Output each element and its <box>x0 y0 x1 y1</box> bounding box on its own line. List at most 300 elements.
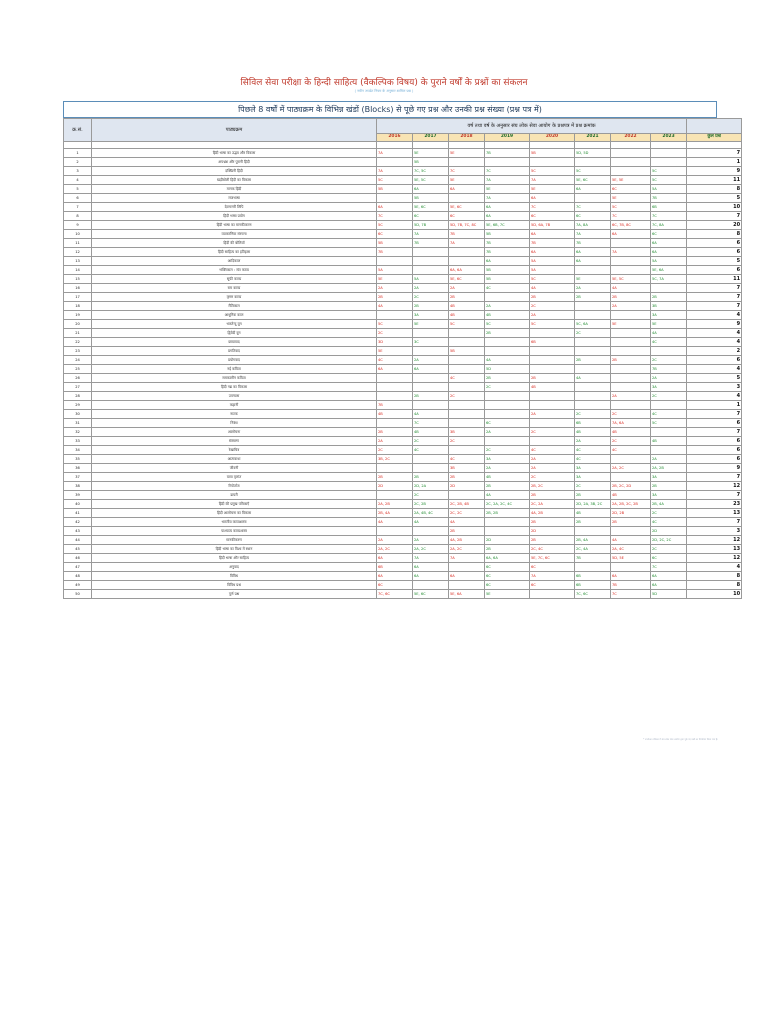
row-total: 6 <box>687 446 742 455</box>
empty-cell <box>651 142 687 149</box>
row-topic: भारतीय काव्यशास्त्र <box>92 518 377 527</box>
question-cell: 7C <box>651 212 687 221</box>
question-cell: 4B <box>485 311 530 320</box>
table-row <box>64 410 742 419</box>
question-cell: 7C, 8A <box>651 221 687 230</box>
year-header: 2017 <box>413 134 449 142</box>
question-cell <box>530 365 575 374</box>
question-cell: 2B <box>413 392 449 401</box>
row-number: 20 <box>64 320 92 329</box>
question-cell: 6C <box>485 563 530 572</box>
question-cell: 6A <box>530 248 575 257</box>
table-row <box>64 563 742 572</box>
question-cell <box>651 446 687 455</box>
row-topic: देवनागरी लिपि <box>92 203 377 212</box>
question-cell: 7C <box>413 419 449 428</box>
question-cell: 4B <box>611 428 651 437</box>
row-topic: भारतेन्दु युग <box>92 320 377 329</box>
table-row <box>64 185 742 194</box>
row-number: 29 <box>64 401 92 410</box>
row-total: 11 <box>687 275 742 284</box>
table-row <box>64 473 742 482</box>
question-cell <box>611 374 651 383</box>
question-cell: 6B <box>575 572 611 581</box>
year-header: 2020 <box>530 134 575 142</box>
question-cell: 5B <box>413 194 449 203</box>
question-cell: 2C <box>485 383 530 392</box>
row-topic: पाश्चात्य काव्यशास्त्र <box>92 527 377 536</box>
question-cell: 2C <box>530 473 575 482</box>
question-cell: 7C <box>611 212 651 221</box>
question-cell: 2C <box>575 329 611 338</box>
row-total: 7 <box>687 491 742 500</box>
question-cell: 2A <box>530 410 575 419</box>
question-cell: 2A <box>530 455 575 464</box>
question-cell <box>651 284 687 293</box>
question-cell: 2A <box>413 356 449 365</box>
question-cell <box>413 329 449 338</box>
question-cell <box>485 392 530 401</box>
question-cell: 6A <box>611 572 651 581</box>
row-topic: रिपोर्ताज <box>92 482 377 491</box>
empty-cell <box>64 142 92 149</box>
question-cell: 6C <box>651 554 687 563</box>
question-cell: 4C <box>611 446 651 455</box>
question-cell: 3A <box>485 455 530 464</box>
question-cell: 5D, 5D <box>575 149 611 158</box>
row-topic: नई कविता <box>92 365 377 374</box>
row-topic: विविध <box>92 572 377 581</box>
row-total: 6 <box>687 419 742 428</box>
row-topic: आधुनिक काल <box>92 311 377 320</box>
question-cell: 2C, 2A <box>530 500 575 509</box>
question-cell <box>611 239 651 248</box>
question-cell: 7C <box>651 563 687 572</box>
question-cell: 2C <box>651 392 687 401</box>
question-cell <box>575 194 611 203</box>
question-cell: 5B <box>413 158 449 167</box>
table-row <box>64 428 742 437</box>
table-row <box>64 527 742 536</box>
question-cell: 2B, 2C, 2D <box>611 482 651 491</box>
question-cell: 2C <box>413 491 449 500</box>
question-cell: 2B, 4A <box>651 500 687 509</box>
year-header: 2023 <box>651 134 687 142</box>
band-title: पिछले 8 वर्षों में पाठ्यक्रम के विभिन्न खंडों (Blocks) से पूछे गए प्रश्न और उनकी प्रश्न संख्या (प्रश्न पत्र में) <box>63 101 717 118</box>
row-number: 10 <box>64 230 92 239</box>
question-cell: 2D <box>377 482 413 491</box>
question-cell: 5C <box>575 167 611 176</box>
row-total: 8 <box>687 230 742 239</box>
row-total: 7 <box>687 428 742 437</box>
question-cell: 2B <box>413 302 449 311</box>
question-cell <box>449 329 485 338</box>
row-topic: छायावाद <box>92 338 377 347</box>
question-cell <box>377 383 413 392</box>
row-topic: प्रयोगवाद <box>92 356 377 365</box>
row-number: 38 <box>64 482 92 491</box>
question-cell: 4B <box>449 302 485 311</box>
row-topic: डायरी <box>92 491 377 500</box>
question-cell <box>413 347 449 356</box>
analysis-sheet <box>63 101 741 599</box>
question-cell: 2C <box>611 437 651 446</box>
question-cell <box>449 419 485 428</box>
question-cell: 2B, 4A <box>377 509 413 518</box>
question-cell: 6B <box>575 581 611 590</box>
question-cell: 5E <box>611 194 651 203</box>
question-cell: 2C <box>377 329 413 338</box>
question-cell: 4A <box>575 374 611 383</box>
question-cell <box>449 158 485 167</box>
question-cell: 7A <box>485 176 530 185</box>
question-cell: 7A <box>449 239 485 248</box>
table-row <box>64 365 742 374</box>
table-row <box>64 239 742 248</box>
question-cell <box>449 338 485 347</box>
question-cell <box>651 158 687 167</box>
question-cell <box>485 518 530 527</box>
question-cell: 7B <box>485 248 530 257</box>
row-number: 45 <box>64 545 92 554</box>
row-number: 8 <box>64 212 92 221</box>
question-cell: 2C, 2B, 4B <box>449 500 485 509</box>
row-number: 50 <box>64 590 92 599</box>
question-cell <box>651 401 687 410</box>
row-number: 16 <box>64 284 92 293</box>
question-cell: 2A <box>575 437 611 446</box>
question-cell: 4B <box>530 383 575 392</box>
question-cell: 2A, 2B, 2C, 2B <box>611 500 651 509</box>
question-cell: 5C, 7A <box>651 275 687 284</box>
question-cell: 6C <box>530 563 575 572</box>
question-cell: 6A <box>413 185 449 194</box>
question-cell: 6B <box>651 203 687 212</box>
question-cell: 5C <box>377 176 413 185</box>
question-cell: 2A <box>377 437 413 446</box>
question-cell: 4C <box>413 446 449 455</box>
question-cell: 4A <box>485 491 530 500</box>
question-cell: 5E, 6A <box>651 266 687 275</box>
question-cell: 6C <box>651 230 687 239</box>
question-cell: 4C <box>530 446 575 455</box>
row-topic: हिंदी की बोलियाँ <box>92 239 377 248</box>
question-cell: 5C <box>530 167 575 176</box>
question-cell: 2D, 2B <box>611 509 651 518</box>
empty-cell <box>687 142 742 149</box>
row-number: 3 <box>64 167 92 176</box>
question-cell: 4A <box>377 302 413 311</box>
year-header: 2019 <box>485 134 530 142</box>
question-cell: 4A <box>449 518 485 527</box>
question-cell: 2B <box>575 518 611 527</box>
question-cell <box>611 365 651 374</box>
row-number: 14 <box>64 266 92 275</box>
row-number: 13 <box>64 257 92 266</box>
question-cell: 2A, 4C <box>611 545 651 554</box>
question-cell: 7C, 5C <box>413 167 449 176</box>
question-cell: 5D, 7B <box>413 221 449 230</box>
question-cell: 6A <box>413 563 449 572</box>
question-cell: 2C <box>575 410 611 419</box>
question-cell: 6A <box>413 365 449 374</box>
question-cell: 5C <box>530 275 575 284</box>
question-cell: 5C <box>485 320 530 329</box>
question-cell: 7A <box>413 230 449 239</box>
row-total: 7 <box>687 149 742 158</box>
question-cell: 4C <box>651 518 687 527</box>
question-cell <box>611 527 651 536</box>
table-row <box>64 338 742 347</box>
question-cell: 2A <box>485 428 530 437</box>
question-cell <box>575 527 611 536</box>
question-cell: 4A <box>530 284 575 293</box>
row-topic: हिंदी भाषा का मानकीकरण <box>92 221 377 230</box>
question-cell: 6C, 7B, 8C <box>611 221 651 230</box>
question-cell: 2A, 2B <box>377 500 413 509</box>
row-total: 13 <box>687 509 742 518</box>
question-cell: 4A <box>611 536 651 545</box>
question-cell: 5E, 5C <box>413 176 449 185</box>
table-row <box>64 572 742 581</box>
question-cell: 7A <box>530 572 575 581</box>
question-cell: 4C <box>449 374 485 383</box>
row-number: 21 <box>64 329 92 338</box>
question-cell: 4A <box>413 410 449 419</box>
row-total: 4 <box>687 392 742 401</box>
question-cell: 2D, 2A <box>413 482 449 491</box>
year-header: 2022 <box>611 134 651 142</box>
question-cell: 7A <box>377 149 413 158</box>
question-cell <box>449 257 485 266</box>
sn-header: क्र.सं. <box>64 119 92 142</box>
question-cell: 2C <box>413 293 449 302</box>
question-cell: 7A, 6A <box>611 419 651 428</box>
row-total: 3 <box>687 527 742 536</box>
empty-cell <box>611 142 651 149</box>
question-cell: 6A <box>611 230 651 239</box>
table-row <box>64 212 742 221</box>
question-cell: 6C <box>485 419 530 428</box>
question-cell: 4B <box>377 410 413 419</box>
question-cell: 3B <box>651 302 687 311</box>
question-cell: 2B <box>530 374 575 383</box>
question-cell <box>611 149 651 158</box>
question-cell: 5D, 5E <box>611 554 651 563</box>
question-cell <box>485 158 530 167</box>
question-cell: 5E <box>377 275 413 284</box>
question-cell <box>611 257 651 266</box>
question-cell: 2B <box>575 356 611 365</box>
question-cell: 4C <box>485 284 530 293</box>
year-header: 2021 <box>575 134 611 142</box>
row-topic: हिंदी गद्य का विकास <box>92 383 377 392</box>
row-total: 7 <box>687 293 742 302</box>
table-row <box>64 203 742 212</box>
question-cell: 2C, 4A <box>575 545 611 554</box>
question-cell <box>413 266 449 275</box>
question-cell <box>413 248 449 257</box>
row-total: 6 <box>687 356 742 365</box>
question-cell: 5B <box>485 275 530 284</box>
row-total: 8 <box>687 185 742 194</box>
question-cell <box>651 149 687 158</box>
question-cell <box>449 194 485 203</box>
question-cell: 7B <box>575 239 611 248</box>
total-header-spacer <box>687 119 742 134</box>
row-topic: सूफी काव्य <box>92 275 377 284</box>
question-cell <box>377 311 413 320</box>
row-topic: हिंदी की प्रमुख पत्रिकाएँ <box>92 500 377 509</box>
question-cell: 2B <box>485 374 530 383</box>
row-topic: हिंदी भाषा और साहित्य <box>92 554 377 563</box>
question-cell <box>377 419 413 428</box>
question-cell: 5E <box>413 320 449 329</box>
question-cell: 3B, 2C <box>377 455 413 464</box>
question-cell: 2A <box>485 302 530 311</box>
row-number: 26 <box>64 374 92 383</box>
question-cell: 2A <box>449 284 485 293</box>
question-cell: 6C <box>377 581 413 590</box>
question-cell: 5E, 6C <box>413 203 449 212</box>
row-number: 11 <box>64 239 92 248</box>
question-cell: 5C <box>377 221 413 230</box>
question-cell: 2C <box>377 446 413 455</box>
question-cell: 5D <box>485 365 530 374</box>
question-cell: 7B <box>413 239 449 248</box>
row-number: 49 <box>64 581 92 590</box>
question-cell: 2C <box>449 437 485 446</box>
question-cell: 5B <box>449 347 485 356</box>
table-row <box>64 374 742 383</box>
question-cell <box>413 257 449 266</box>
question-cell: 2A <box>651 374 687 383</box>
question-cell <box>575 392 611 401</box>
question-cell <box>377 527 413 536</box>
row-total: 10 <box>687 203 742 212</box>
row-total: 9 <box>687 320 742 329</box>
question-cell: 6A <box>377 554 413 563</box>
row-total: 12 <box>687 482 742 491</box>
question-cell <box>377 257 413 266</box>
table-row <box>64 311 742 320</box>
question-cell: 2B <box>575 293 611 302</box>
question-cell <box>575 347 611 356</box>
row-number: 40 <box>64 500 92 509</box>
question-cell: 7C <box>377 212 413 221</box>
question-cell: 2D <box>530 527 575 536</box>
question-cell: 5A <box>530 257 575 266</box>
question-cell: 2B <box>611 518 651 527</box>
question-cell: 2C <box>485 446 530 455</box>
row-number: 42 <box>64 518 92 527</box>
question-cell: 2B <box>449 293 485 302</box>
question-cell: 5E, 5C <box>611 275 651 284</box>
row-number: 23 <box>64 347 92 356</box>
question-cell: 6A <box>651 572 687 581</box>
question-cell <box>530 437 575 446</box>
table-row <box>64 437 742 446</box>
question-cell: 2B <box>575 491 611 500</box>
question-cell: 5A <box>377 266 413 275</box>
table-row <box>64 176 742 185</box>
row-total: 7 <box>687 410 742 419</box>
question-cell: 5A <box>651 257 687 266</box>
question-cell: 5C <box>377 320 413 329</box>
row-topic: खड़ीबोली हिंदी का विकास <box>92 176 377 185</box>
question-cell: 4A <box>485 356 530 365</box>
question-cell <box>651 347 687 356</box>
row-total: 1 <box>687 158 742 167</box>
question-cell: 2D, 2C, 2C <box>651 536 687 545</box>
question-cell <box>413 374 449 383</box>
question-cell: 5E <box>449 176 485 185</box>
table-row <box>64 509 742 518</box>
question-cell: 2B, 2C <box>530 482 575 491</box>
question-cell: 2B <box>485 482 530 491</box>
questions-table <box>63 118 742 599</box>
question-cell: 4C <box>575 446 611 455</box>
question-cell: 2C, 2C <box>449 509 485 518</box>
question-cell: 2C <box>651 545 687 554</box>
question-cell: 4A <box>377 518 413 527</box>
question-cell <box>611 455 651 464</box>
question-cell: 7B <box>377 248 413 257</box>
question-cell: 4C <box>377 356 413 365</box>
question-cell: 4A, 2B <box>530 509 575 518</box>
question-cell: 2C <box>651 356 687 365</box>
question-cell: 5D, 6A, 7B <box>530 221 575 230</box>
row-topic: निबंध <box>92 419 377 428</box>
question-cell: 4C <box>651 410 687 419</box>
question-cell: 7B <box>485 239 530 248</box>
row-topic: मानक हिंदी <box>92 185 377 194</box>
row-number: 28 <box>64 392 92 401</box>
question-cell: 2B <box>485 329 530 338</box>
question-cell: 5E <box>413 149 449 158</box>
empty-cell <box>449 142 485 149</box>
row-number: 5 <box>64 185 92 194</box>
row-total: 4 <box>687 365 742 374</box>
row-number: 44 <box>64 536 92 545</box>
question-cell: 6A <box>651 248 687 257</box>
question-cell: 5E, 6C <box>413 590 449 599</box>
row-topic: जीवनी <box>92 464 377 473</box>
row-total: 7 <box>687 518 742 527</box>
question-cell: 2D, 2A, 3B, 2C <box>575 500 611 509</box>
question-cell <box>611 563 651 572</box>
question-cell <box>377 158 413 167</box>
question-cell <box>611 473 651 482</box>
empty-cell <box>413 142 449 149</box>
question-cell <box>413 455 449 464</box>
question-cell: 2A <box>413 284 449 293</box>
question-cell: 2A, 2B <box>651 464 687 473</box>
question-cell: 7A <box>611 248 651 257</box>
question-cell <box>575 158 611 167</box>
question-cell: 2B <box>651 293 687 302</box>
question-cell: 5C <box>611 203 651 212</box>
question-cell: 5B <box>377 185 413 194</box>
row-topic: हिंदी भाषा प्रयोग <box>92 212 377 221</box>
question-cell: 2B <box>530 293 575 302</box>
row-topic: रेखाचित्र <box>92 446 377 455</box>
question-cell <box>377 464 413 473</box>
row-total: 6 <box>687 248 742 257</box>
question-cell: 7B <box>485 149 530 158</box>
row-number: 19 <box>64 311 92 320</box>
question-cell: 5D <box>651 590 687 599</box>
